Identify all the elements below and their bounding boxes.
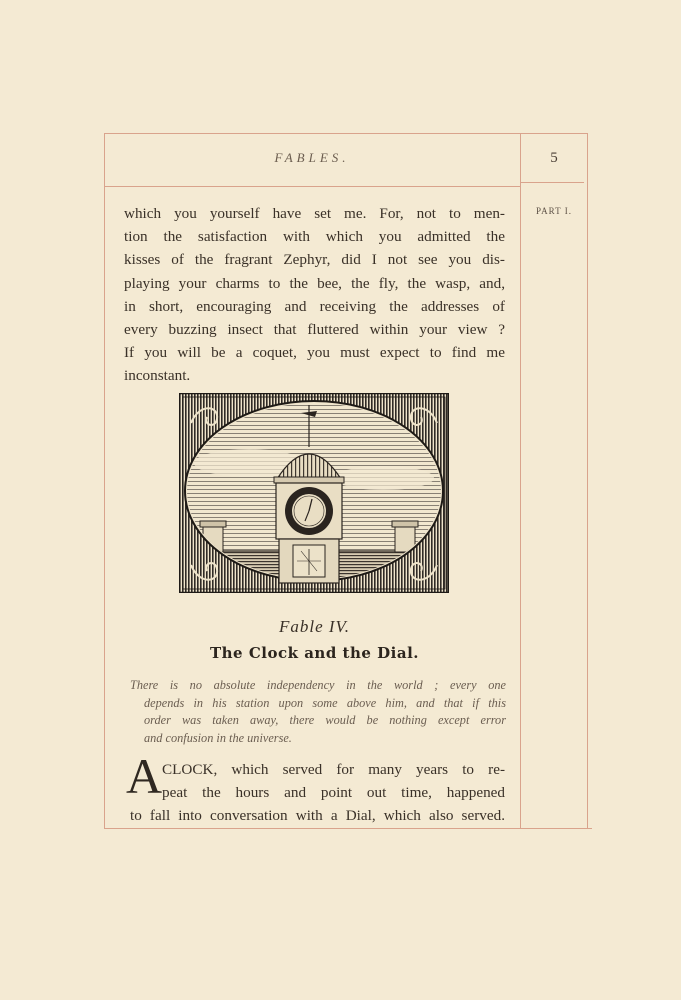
clock-tower-illustration (179, 393, 449, 593)
text-line: in short, encouraging and receiving the addresses of (124, 297, 505, 315)
moral-line: There is no absolute independency in the world ; every one (130, 678, 506, 692)
moral-line: and confusion in the universe. (144, 730, 292, 745)
margin-note: PART I. (536, 206, 572, 216)
fable-title: The Clock and the Dial. (209, 644, 419, 662)
frame-rule-right (587, 133, 588, 828)
story-line: to fall into conversation with a Dial, which also served. (130, 807, 505, 824)
text-line: which you yourself have set me. For, not to men- (124, 205, 505, 222)
body-paragraph (124, 202, 505, 388)
running-head: FABLES. (274, 150, 350, 165)
story-line: CLOCK, which served for many years to re- (162, 761, 505, 778)
story-paragraph (130, 758, 505, 827)
text-line: playing your charms to the bee, the fly, the wasp, and, (124, 274, 505, 292)
margin-header-rule (520, 182, 584, 183)
text-line: every buzzing insect that fluttered within your view ? (124, 321, 505, 339)
story-line: peat the hours and point out time, happened (162, 784, 505, 801)
page-number: 5 (550, 150, 558, 166)
header-rule (104, 186, 520, 187)
moral-line: depends in his station upon some above him, and that if this (144, 695, 506, 710)
frame-rule-bottom (104, 828, 592, 829)
fable-moral (130, 677, 506, 747)
frame-rule-left (104, 133, 105, 829)
text-line: kisses of the fragrant Zephyr, did I not see you dis- (124, 251, 505, 269)
text-line: If you will be a coquet, you must expect to find me (124, 344, 505, 362)
frame-rule-margin (520, 133, 521, 828)
text-line: inconstant. (124, 367, 191, 385)
drop-cap: A (126, 748, 163, 804)
moral-line: order was taken away, there would be nothing except error (144, 713, 506, 728)
text-line: tion the satisfaction with which you admitted the (124, 228, 505, 246)
fable-number: Fable IV. (278, 617, 350, 636)
frame-rule-top (104, 133, 588, 134)
